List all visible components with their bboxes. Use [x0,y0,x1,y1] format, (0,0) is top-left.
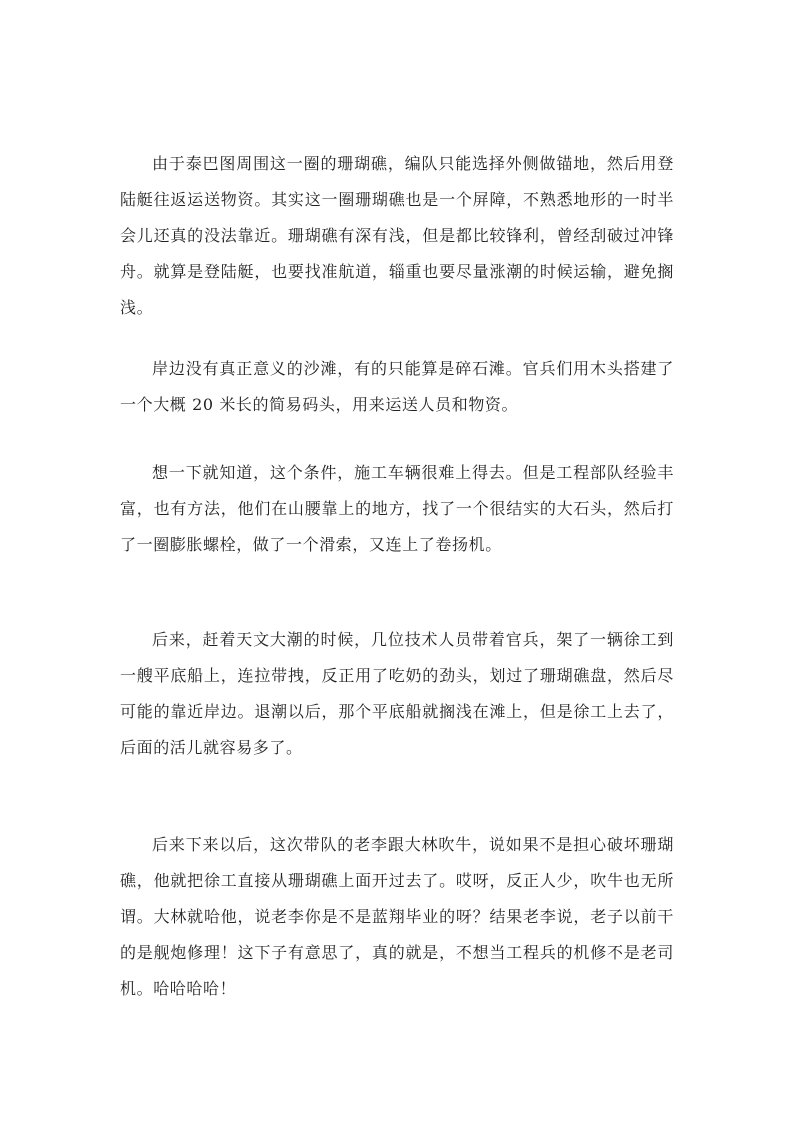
paragraph-5: 后来下来以后，这次带队的老李跟大林吹牛，说如果不是担心破坏珊瑚礁，他就把徐工直接从珊瑚礁上面开过去了。哎呀，反正人少，吹牛也无所谓。大林就哈他，说老李你是不是蓝翔毕业的呀？结果老李说，老子以前干的是舰炮修理！这下子有意思了，真的就是，不想当工程兵的机修不是老司机。哈哈哈哈！ [120,835,674,998]
paragraph-4: 后来，赶着天文大潮的时候，几位技术人员带着官兵，架了一辆徐工到一艘平底船上，连拉带拽，反正用了吃奶的劲头，划过了珊瑚礁盘，然后尽可能的靠近岸边。退潮以后，那个平底船就搁浅在滩上，但是徐工上去了，后面的活儿就容易多了。 [120,630,674,757]
paragraph-1: 由于泰巴图周围这一圈的珊瑚礁，编队只能选择外侧做锚地，然后用登陆艇往返运送物资。其实这一圈珊瑚礁也是一个屏障，不熟悉地形的一时半会儿还真的没法靠近。珊瑚礁有深有浅，但是都比较锋利，曾经刮破过冲锋舟。就算是登陆艇，也要找准航道，辎重也要尽量涨潮的时候运输，避免搁浅。 [120,154,674,317]
paragraph-3: 想一下就知道，这个条件，施工车辆很难上得去。但是工程部队经验丰富，也有方法，他们在山腰靠上的地方，找了一个很结实的大石头，然后打了一圈膨胀螺栓，做了一个滑索，又连上了卷扬机。 [120,463,674,554]
paragraph-2: 岸边没有真正意义的沙滩，有的只能算是碎石滩。官兵们用木头搭建了一个大概 20 米长的简易码头，用来运送人员和物资。 [120,359,674,414]
